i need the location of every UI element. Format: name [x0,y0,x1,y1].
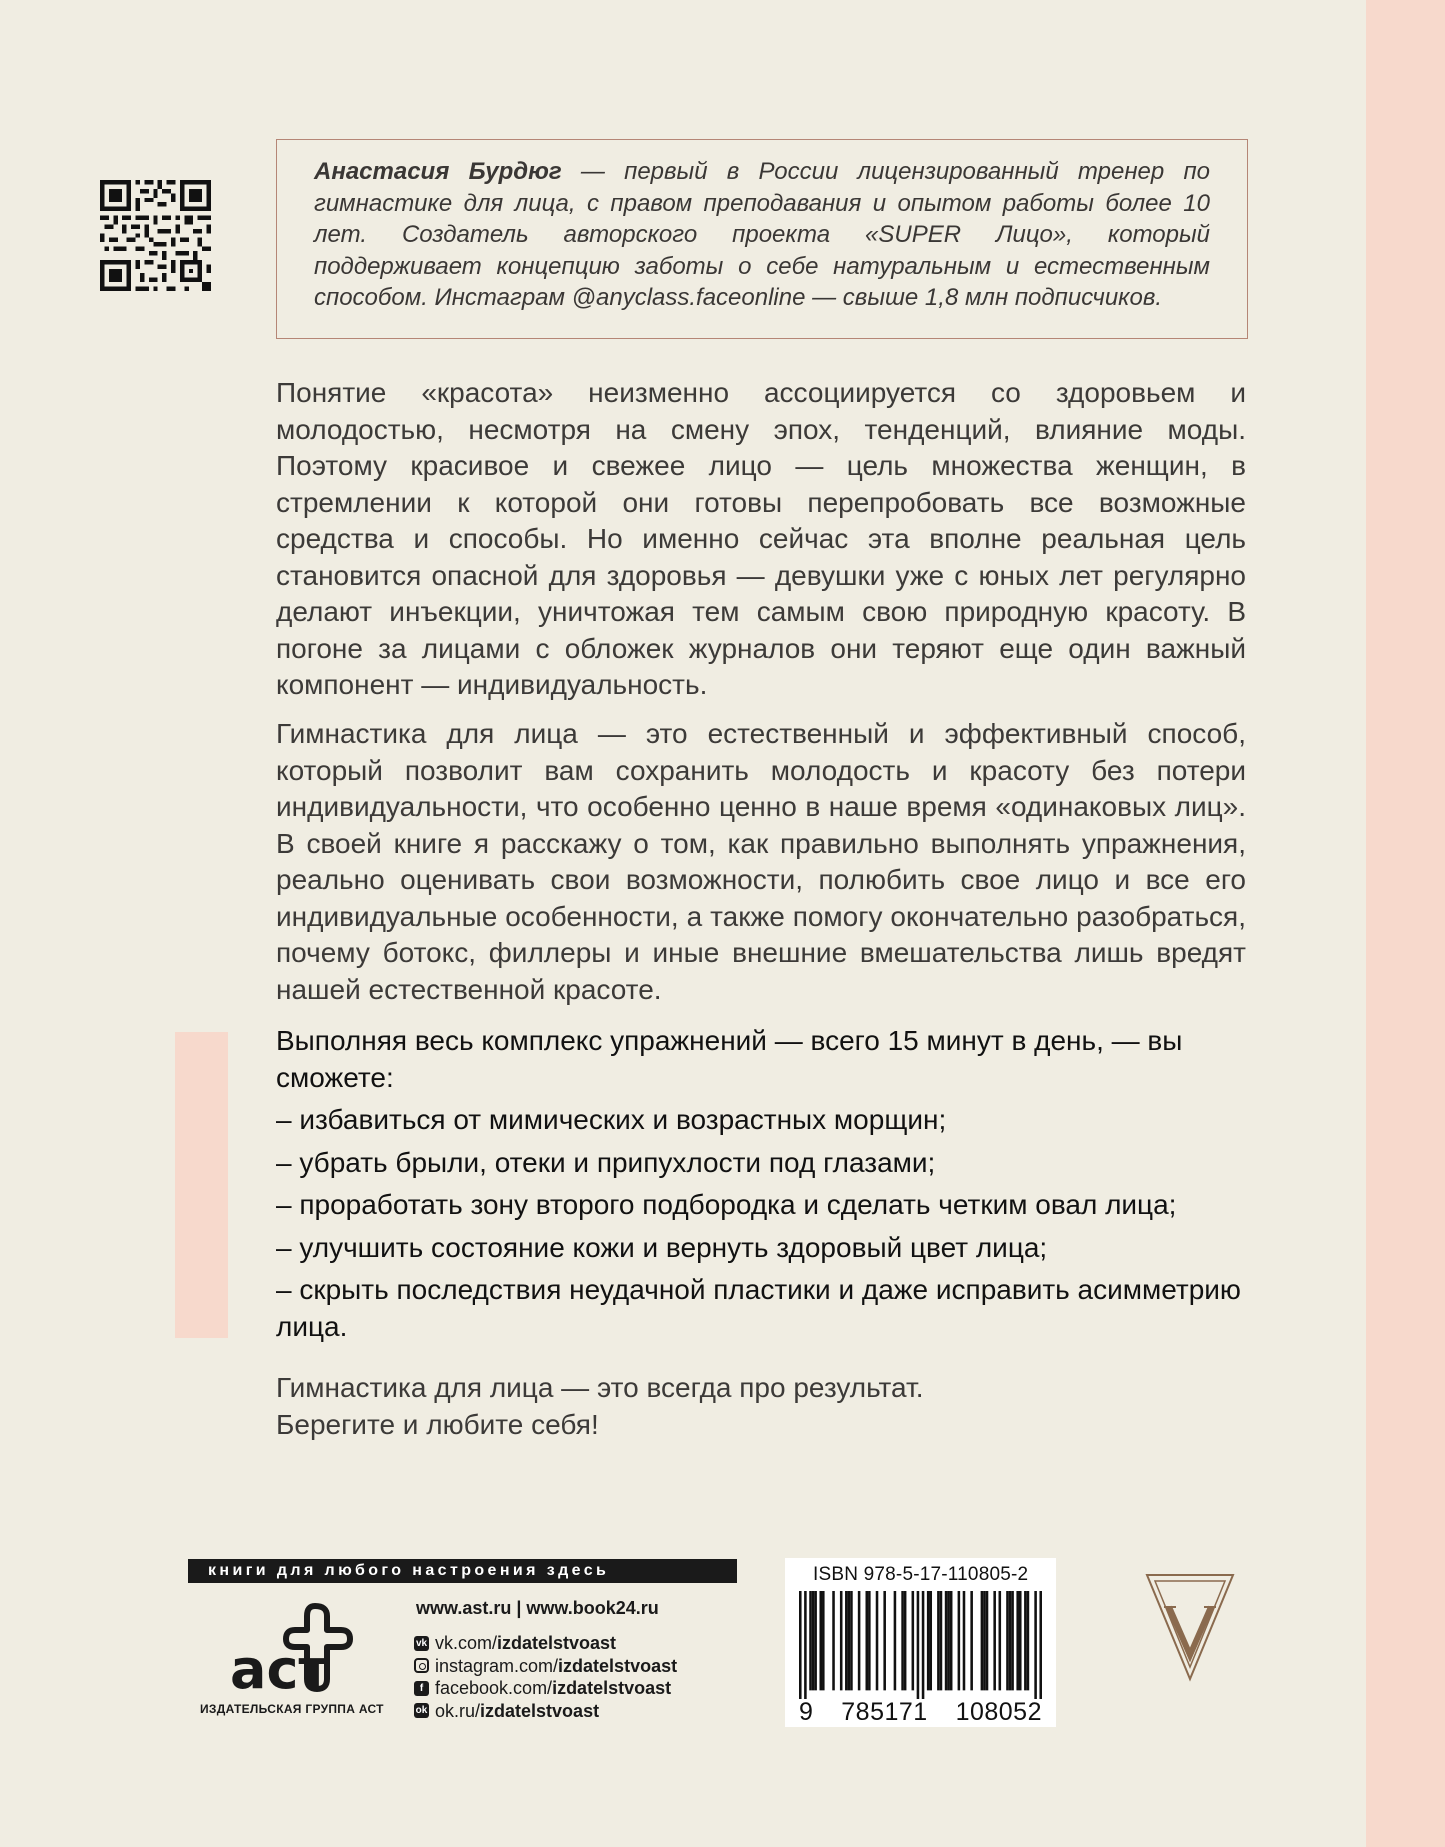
paragraph-beauty: Понятие «красота» неизменно ассоциируется со здоровьем и молодостью, несмотря на смену эпох, тенденций, влияние моды. Поэтому красивое и свежее лицо — цель множества женщин, в стремлении к которой они готовы перепробовать все возможные средства и способы. Но именно сейчас эта вполне реальная цель становится опасной для здоровья — девушки уже с юных лет регулярно делают инъекции, уничтожая тем самым свою природную красоту. В погоне за лицами с обложек журналов они теряют еще один важный компонент — индивидуальность. [276,377,1246,700]
list-item: – убрать брыли, отеки и припухлости под глазами; [276,1146,936,1178]
barcode-bar [981,1591,984,1690]
barcode-bar [866,1591,869,1690]
social-link-vk[interactable] [414,1632,677,1655]
isbn-label: ISBN 978-5-17-110805-2 [813,1564,1029,1585]
barcode-bar [999,1591,1002,1690]
vk-icon: vk [415,1637,428,1649]
closing-line-2: Берегите и любите себя! [276,1408,599,1440]
ast-logo-icon [220,1598,370,1698]
ast-logo-text: аст [230,1638,330,1698]
barcode-bar [868,1591,871,1690]
publisher-websites[interactable]: www.ast.ru | www.book24.ru [416,1598,659,1618]
publisher-caption: ИЗДАТЕЛЬСКАЯ ГРУППА АСТ [200,1702,384,1716]
barcode-bar [822,1591,825,1690]
barcode-bar [1016,1591,1019,1690]
barcode-bar [819,1591,822,1690]
barcode-bar [883,1591,886,1690]
barcode-digit-right: 108052 [955,1698,1042,1726]
barcode-bar [845,1591,848,1690]
author-name: Анастасия Бурдюг [314,158,562,185]
barcode-bar [937,1591,940,1690]
barcode-bar [858,1591,861,1690]
barcode-digit-first: 9 [799,1698,814,1726]
facebook-icon: f [414,1681,429,1696]
benefits-list [276,1023,1251,1351]
barcode-bar [983,1591,986,1690]
barcode-bar [945,1591,948,1690]
barcode-bar [848,1591,851,1690]
publisher-slogan: книги для любого настроения здесь [188,1559,737,1583]
author-bio-box [276,139,1248,339]
barcode-bar [929,1591,932,1690]
barcode-digits [799,1698,1042,1727]
social-links [414,1632,677,1722]
barcode-bar [1019,1591,1022,1690]
instagram-icon [414,1658,429,1673]
qr-code-icon [100,180,211,291]
barcode-bar [809,1591,812,1690]
barcode-bar [1034,1591,1037,1699]
isbn-barcode [785,1558,1056,1727]
social-prefix: instagram.com/ [435,1655,559,1676]
social-handle: izdatelstvoast [480,1700,600,1721]
barcode-digit-left: 785171 [841,1698,928,1726]
social-handle: izdatelstvoast [497,1633,617,1653]
v-triangle-logo-icon [1145,1567,1235,1682]
closing-text [276,1370,1076,1443]
barcode-bar [894,1591,897,1690]
barcode-bar [876,1591,879,1690]
barcode-bar [986,1591,989,1690]
barcode-bar [1027,1591,1030,1690]
barcode-bar [940,1591,943,1690]
social-link-facebook[interactable] [414,1677,677,1700]
list-item: – скрыть последствия неудачной пластики и даже исправить асимметрию лица. [276,1274,1241,1342]
barcode-bar [1006,1591,1009,1690]
barcode-bar [812,1591,815,1690]
social-handle: izdatelstvoast [558,1655,678,1676]
barcode-bar [1024,1591,1027,1690]
right-decorative-stripe [1366,0,1445,1847]
barcode-bars [799,1591,1042,1699]
social-prefix: ok.ru/ [435,1700,481,1721]
paragraph-gymnastics: Гимнастика для лица — это естественный и эффективный способ, который позволит вам сохранить молодость и красоту без потери индивидуальности, что особенно ценно в наше время «одинаковых лиц». В своей книге я расскажу о том, как правильно выполнять упражнения, реально оценивать свои возможности, полюбить свое лицо и все его индивидуальные особенности, а также помогу окончательно разобраться, почему ботокс, филлеры и иные внешние вмешательства лишь вредят нашей естественной красоте. [276,718,1246,1005]
barcode-bar [901,1591,904,1690]
barcode-bar [958,1591,961,1690]
barcode-bar [947,1591,950,1690]
barcode-bar [1009,1591,1012,1690]
closing-line-1: Гимнастика для лица — это всегда про результат. [276,1372,924,1403]
social-link-odnoklassniki[interactable] [414,1700,677,1723]
list-item: – избавиться от мимических и возрастных морщин; [276,1104,947,1135]
barcode-bar [799,1591,802,1699]
barcode-bar [804,1591,807,1699]
barcode-bar [993,1591,996,1690]
odnoklassniki-icon: ok [415,1705,428,1717]
barcode-bar [1011,1591,1014,1690]
barcode-bar [1039,1591,1042,1699]
barcode-bar [922,1591,925,1699]
barcode-bar [832,1591,835,1690]
barcode-bar [963,1591,966,1690]
barcode-bar [970,1591,973,1690]
social-prefix: facebook.com/ [435,1678,553,1698]
benefits-intro: Выполняя весь комплекс упражнений — всего 15 минут в день, — вы сможете: [276,1025,1183,1093]
author-bio: — первый в России лицензированный тренер по гимнастике для лица, с правом преподавания и опытом работы более 10 лет. Создатель авторского проекта «SUPER Лицо», который поддерживает концепцию заботы о себе натуральным и естественным способом. Инстаграм @anyclass.faceonline — свыше 1,8 млн подписчиков. [314,158,1210,311]
barcode-bar [950,1591,953,1690]
barcode-bar [927,1591,930,1690]
barcode-bar [850,1591,853,1690]
barcode-bar [917,1591,920,1699]
social-prefix: vk.com/ [435,1633,498,1653]
social-handle: izdatelstvoast [552,1678,672,1698]
barcode-bar [904,1591,907,1690]
barcode-bar [912,1591,915,1690]
barcode-bar [814,1591,817,1690]
list-item: – улучшить состояние кожи и вернуть здоровый цвет лица; [276,1231,1048,1263]
social-link-instagram[interactable] [414,1655,677,1678]
list-item: – проработать зону второго подбородка и сделать четким овал лица; [276,1189,1177,1220]
barcode-bar [840,1591,843,1690]
left-accent-block [175,1032,228,1338]
